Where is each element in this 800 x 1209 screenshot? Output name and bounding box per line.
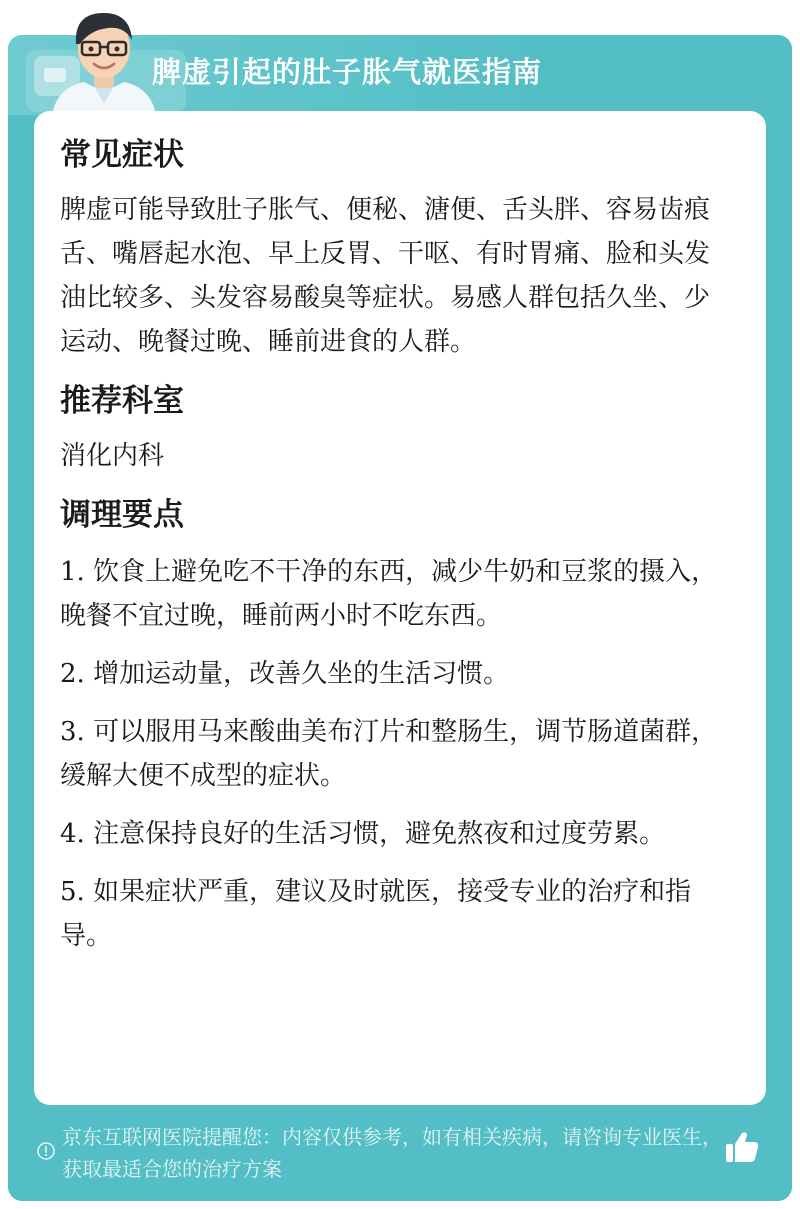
- department-text: 消化内科: [60, 441, 165, 471]
- list-item: [60, 812, 730, 856]
- page-title: 脾虚引起的肚子胀气就医指南: [152, 55, 543, 89]
- list-item-number: 5.: [60, 877, 85, 907]
- section-heading-symptoms: 常见症状: [60, 137, 184, 173]
- list-item-text: 饮食上避免吃不干净的东西，减少牛奶和豆浆的摄入，晚餐不宜过晚，睡前两小时不吃东西。: [60, 557, 718, 631]
- thumbs-up-icon[interactable]: [724, 1130, 760, 1164]
- list-item-text: 增加运动量，改善久坐的生活习惯。: [93, 659, 510, 689]
- list-item: [60, 550, 730, 638]
- disclaimer-text: 京东互联网医院提醒您：内容仅供参考，如有相关疾病，请咨询专业医生，获取最适合您的治疗方案: [62, 1125, 722, 1181]
- list-item: [60, 710, 730, 798]
- doctor-avatar: [44, 4, 164, 116]
- section-heading-department: 推荐科室: [60, 383, 184, 419]
- section-heading-care-points: 调理要点: [60, 497, 184, 533]
- list-item-number: 3.: [60, 717, 85, 747]
- info-circle-icon: [36, 1141, 56, 1161]
- symptoms-text: 脾虚可能导致肚子胀气、便秘、溏便、舌头胖、容易齿痕舌、嘴唇起水泡、早上反胃、干呕、有时胃痛、脸和头发油比较多、头发容易酸臭等症状。易感人群包括久坐、少运动、晚餐过晚、睡前进食的人群。: [60, 195, 711, 357]
- list-item-number: 2.: [60, 659, 85, 689]
- list-item-number: 4.: [60, 819, 85, 849]
- list-item-number: 1.: [60, 557, 85, 587]
- list-item-text: 如果症状严重，建议及时就医，接受专业的治疗和指导。: [60, 877, 692, 951]
- list-item-text: 注意保持良好的生活习惯，避免熬夜和过度劳累。: [93, 819, 666, 849]
- list-item-text: 可以服用马来酸曲美布汀片和整肠生，调节肠道菌群，缓解大便不成型的症状。: [60, 717, 718, 791]
- list-item: [60, 652, 730, 696]
- list-item: [60, 870, 730, 958]
- content-area: [60, 132, 730, 972]
